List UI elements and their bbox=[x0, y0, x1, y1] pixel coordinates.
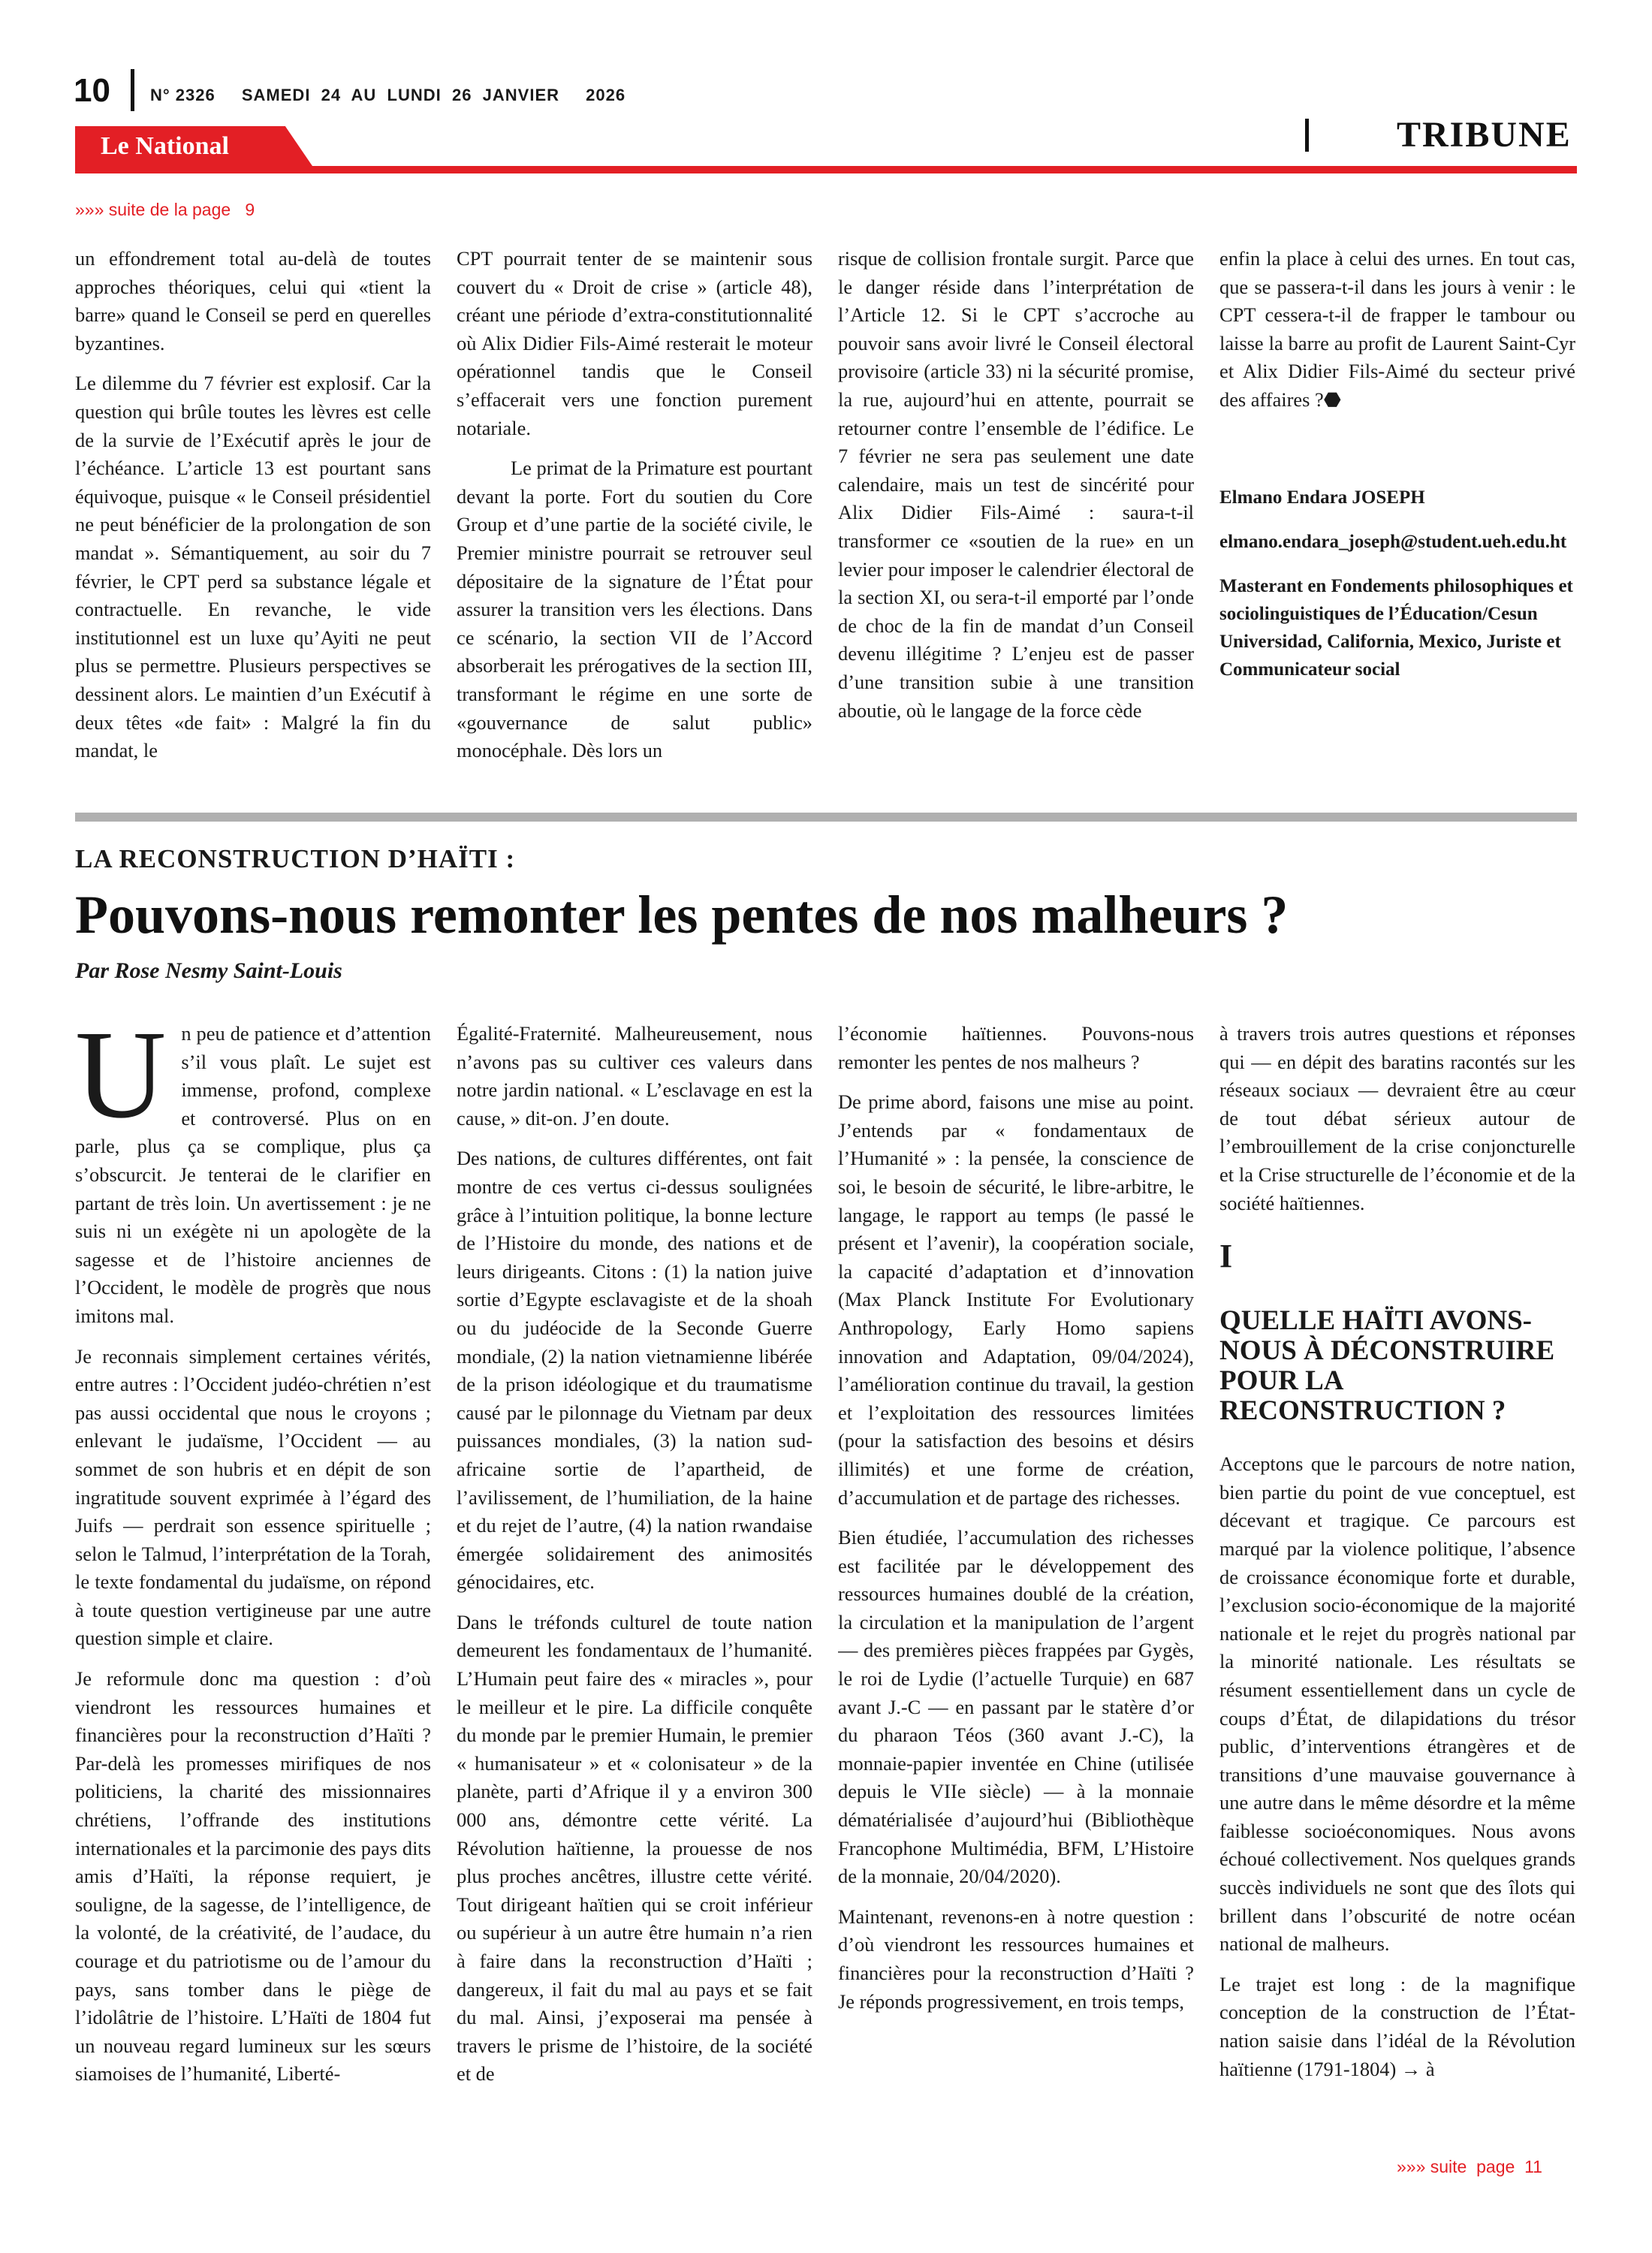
issue-year: 2026 bbox=[586, 86, 626, 104]
top-article-column-2 bbox=[457, 245, 812, 786]
paragraph: un effondrement total au-delà de toutes approches théoriques, celui qui «tient la barre» quand le Conseil se perd en querelles byzantines. bbox=[75, 247, 431, 354]
top-article-column-1 bbox=[75, 245, 431, 786]
paragraph bbox=[75, 1020, 431, 1331]
paragraph: enfin la place à celui des urnes. En tout cas, que se passera-t-il dans les jours à venir : le CPT cessera-t-il de frapper le tambour ou laisse la barre au profit de Laurent Saint-Cyr et Alix Didier Fils-Aimé du secteur privé des affaires ?⬣ bbox=[1219, 247, 1575, 411]
top-article-column-3 bbox=[838, 245, 1194, 786]
section-subhead: QUELLE HAÏTI AVONS-NOUS À DÉCONSTRUIRE POUR LA RECONSTRUCTION ? bbox=[1219, 1305, 1555, 1427]
paragraph: Je reconnais simplement certaines vérités, entre autres : l’Occident judéo-chrétien n’est pas aussi occidental que nous le croyons ; enlevant le judaïsme, l’Occident — au sommet de son hubris et en dépit de son ingratitude souvent exprimée à l’égard des Juifs — perdrait son essence spirituelle ; selon le Talmud, l’interprétation de la Torah, le texte fondamental du judaïsme, on répond à toute question vertigineuse par une autre question simple et claire. bbox=[75, 1344, 431, 1650]
continued-from-link[interactable]: »»» suite de la page 9 bbox=[75, 200, 255, 219]
main-article-column-1 bbox=[75, 1020, 431, 2131]
article-separator bbox=[75, 813, 1577, 822]
section-title: TRIBUNE bbox=[1397, 115, 1572, 155]
paragraph: De prime abord, faisons une mise au point. J’entends par « fondamentaux de l’Humanité » : la pensée, la conscience de soi, le besoin de sécurité, le libre-arbitre, le langage, le rapport au temps (le passé le présent et l’avenir), la coopération sociale, la capacité d’adaptation et d’innovation (Max Planck Institute For Evolutionary Anthropology, Early Homo sapiens innovation and Adaptation, 09/04/2024), l’amélioration continue du travail, la gestion et l’exploitation des ressources limitées (pour la satisfaction des besoins et désirs illimités) et une forme de création, d’accumulation et de partage des richesses. bbox=[838, 1090, 1194, 1509]
paragraph: Le primat de la Primature est pourtant devant la porte. Fort du soutien du Core Group et d’une partie de la société civile, le Premier ministre pourrait se retrouver seul dépositaire de la signature de l’État pour assurer la transition vers les élections. Dans ce scénario, la section VII de l’Accord absorberait les prérogatives de la section III, transformant le régime en une sorte de «gouvernance de salut public» monocéphale. Dès lors un bbox=[457, 457, 812, 762]
paragraph: Égalité-Fraternité. Malheureusement, nous n’avons pas su cultiver ces valeurs dans notre jardin national. « L’esclavage en est la cause, » dit-on. J’en doute. bbox=[457, 1022, 812, 1130]
main-article-column-3 bbox=[838, 1020, 1194, 2131]
paragraph: Acceptons que le parcours de notre nation, bien partie du point de vue conceptuel, est décevant et tragique. Ce parcours est marqué par la violence politique, l’absence de croissance économique forte et durable, l’exclusion socio-économique de la majorité nationale et le rejet du progrès national par la minorité nationale. Les résultats se résument essentiellement dans un cycle de coups d’État, de dilapidations du trésor public, d’interventions étrangères et de transitions d’une mauvaise gouvernance à une autre dans le même désordre et la même faiblesse socioéconomiques. Nous avons échoué collectivement. Nos quelques grands succès individuels ne sont que des îlots qui brillent dans l’obscurité de notre océan national de malheurs. bbox=[1219, 1452, 1575, 1956]
author-block bbox=[1219, 484, 1575, 683]
author-email[interactable]: elmano.endara_joseph@student.ueh.edu.ht bbox=[1219, 531, 1567, 552]
paragraph: Le trajet est long : de la magnifique conception de la construction de l’État-nation saisie dans l’idéal de la Révolution haïtienne (1791-1804) → à bbox=[1219, 1972, 1575, 2080]
paragraph: l’économie haïtiennes. Pouvons-nous remonter les pentes de nos malheurs ? bbox=[838, 1022, 1194, 1073]
paragraph: Je reformule donc ma question : d’où viendront les ressources humaines et financières pour la reconstruction d’Haïti ? Par-delà les promesses mirifiques de nos politiciens, la charité des missionnaires chrétiens, l’offrande des institutions internationales et la parcimonie des pays dits amis d’Haïti, la réponse requiert, je souligne, de la sagesse, de l’intelligence, de la volonté, de la créativité, de l’audace, du courage et du patriotisme ou de l’amour du pays, sans tomber dans le piège de l’idolâtrie de l’histoire. L’Haïti de 1804 fut un nouveau regard lumineux sur les sœurs siamoises de l’humanité, Liberté- bbox=[75, 1667, 431, 2086]
page-number: 10 bbox=[74, 72, 110, 109]
paragraph: à travers trois autres questions et réponses qui — en dépit des baratins racontés sur les réseaux sociaux — devraient être au cœur de tout débat sérieux autour de l’embrouillement de la crise conjoncturelle et la Crise structurelle de l’économie et de la société haïtiennes. bbox=[1219, 1022, 1575, 1214]
issue-number: N° 2326 bbox=[150, 86, 216, 104]
continued-on-link[interactable]: »»» suite page 11 bbox=[1397, 2157, 1542, 2176]
issue-date: SAMEDI 24 AU LUNDI 26 JANVIER bbox=[241, 86, 560, 104]
issue-line bbox=[150, 86, 647, 105]
section-numeral: I bbox=[1219, 1238, 1233, 1275]
paragraph: risque de collision frontale surgit. Parce que le danger réside dans l’interprétation de l’Article 12. Si le CPT s’accroche au pouvoir sans avoir livré le Conseil électoral provisoire (article 33) ni la sécurité promise, la rue, aujourd’hui en attente, pourrait se retourner contre l’ensemble de l’édifice. Le 7 février ne sera pas seulement une date calendaire, mais un test de sincérité pour Alix Didier Fils-Aimé : saura-t-il transformer ce «soutien de la rue» en un levier pour imposer le calendrier électoral de la section XI, ou sera-t-il emporté par l’onde de choc de la fin de mandat d’un Conseil devenu illégitime ? L’enjeu est de passer d’une transition subie à une transition aboutie, où le langage de la force cède bbox=[838, 247, 1194, 722]
header-divider bbox=[131, 69, 134, 111]
drop-cap: U bbox=[75, 1020, 167, 1145]
article-headline: Pouvons-nous remonter les pentes de nos malheurs ? bbox=[75, 885, 1289, 945]
paragraph: CPT pourrait tenter de se maintenir sous couvert du « Droit de crise » (article 48), créant une période d’extra-constitutionnalité où Alix Didier Fils-Aimé resterait le moteur opérationnel tandis que le Conseil s’effacerait vers une fonction purement notariale. bbox=[457, 247, 812, 439]
article-kicker: LA RECONSTRUCTION D’HAÏTI : bbox=[75, 844, 516, 873]
paragraph: Dans le tréfonds culturel de toute nation demeurent les fondamentaux de l’humanité. L’Humain peut faire des « miracles », pour le meilleur et le pire. La difficile conquête du monde par le premier Humain, le premier « humanisateur » et « colonisateur » de la planète, parti d’Afrique il y a environ 300 000 ans, démontre cette vérité. La Révolution haïtienne, la prouesse de nos plus proches ancêtres, illustre cette vérité. Tout dirigeant haïtien qui se croit inférieur ou supérieur à un autre être humain n’a rien à faire dans la reconstruction d’Haïti ; dangereux, il fait du mal au pays et se fait du mal. Ainsi, j’exposerai ma pensée à travers le prisme de l’histoire, de la société et de bbox=[457, 1610, 812, 2086]
paragraph: Bien étudiée, l’accumulation des richesses est facilitée par le développement des ressources humaines doublé de la création, la circulation et la manipulation de l’argent — des premières pièces frappées par Gygès, le roi de Lydie (l’actuelle Turquie) en 687 avant J.-C — en passant par le statère d’or du pharaon Téos (360 avant J.-C), la monnaie-papier inventée en Chine (utilisée depuis le VIIe siècle) — à la monnaie dématérialisée d’aujourd’hui (Bibliothèque Francophone Multimédia, BFM, L’Histoire de la monnaie, 20/04/2020). bbox=[838, 1526, 1194, 1888]
article-byline: Par Rose Nesmy Saint-Louis bbox=[75, 958, 342, 983]
top-article-column-4 bbox=[1219, 245, 1575, 786]
section-divider bbox=[1305, 119, 1309, 152]
author-name: Elmano Endara JOSEPH bbox=[1219, 487, 1425, 508]
brand-logo: Le National bbox=[101, 132, 229, 160]
header-rule bbox=[75, 166, 1577, 173]
paragraph-text: n peu de patience et d’attention s’il vous plaît. Le sujet est immense, profond, complexe et controversé. Plus on en parle, plus ça se complique, plus ça s’obscurcit. Je tenterai de le clarifier en partant de très loin. Un avertissement : je ne suis ni un exégète ni un apologète de la sagesse et de l’histoire anciennes de l’Occident, le modèle de progrès que nous imitons mal. bbox=[75, 1022, 431, 1327]
paragraph: Le dilemme du 7 février est explosif. Car la question qui brûle toutes les lèvres est celle de la survie de l’Exécutif après le jour de l’échéance. L’article 13 est pourtant sans équivoque, puisque « le Conseil présidentiel ne peut bénéficier de la prolongation de son mandat ». Sémantiquement, au soir du 7 février, le CPT perd sa substance légale et contractuelle. En revanche, le vide institutionnel est un luxe qu’Ayiti ne peut plus se permettre. Plusieurs perspectives se dessinent alors. Le maintien d’un Exécutif à deux têtes «de fait» : Malgré la fin du mandat, le bbox=[75, 372, 431, 762]
main-article-column-2 bbox=[457, 1020, 812, 2131]
paragraph: Maintenant, revenons-en à notre question : d’où viendront les ressources humaines et financières pour la reconstruction d’Haïti ? Je réponds progressivement, en trois temps, bbox=[838, 1905, 1194, 2013]
paragraph: Des nations, de cultures différentes, ont fait montre de ces vertus ci-dessus soulignées grâce à l’intuition politique, la bonne lecture de l’Histoire du monde, des nations et de leurs dirigeants. Citons : (1) la nation juive sortie d’Egypte esclavagiste et de la shoah ou du judéocide de la Seconde Guerre mondiale, (2) la nation vietnamienne libérée de la prison idéologique et du traumatisme causé par le pilonnage du Vietnam par deux puissances mondiales, (3) la nation sud-africaine sortie de l’apartheid, de l’avilissement, de l’humiliation, de la haine et du rejet de l’autre, (4) la nation rwandaise émergée solidairement des animosités génocidaires, etc. bbox=[457, 1147, 812, 1594]
author-bio: Masterant en Fondements philosophiques et sociolinguistiques de l’Éducation/Cesun Universidad, California, Mexico, Juriste et Communicateur social bbox=[1219, 575, 1573, 680]
main-article-column-4 bbox=[1219, 1020, 1575, 2131]
